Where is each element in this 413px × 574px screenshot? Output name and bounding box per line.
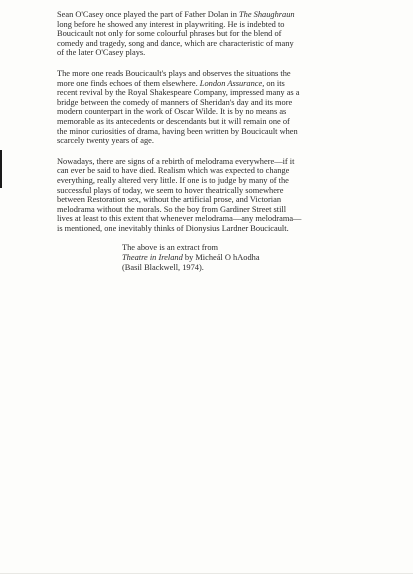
text-line	[57, 10, 387, 20]
text-line	[57, 224, 387, 234]
text-line	[57, 48, 387, 58]
text-line	[57, 39, 387, 49]
text-run: more one finds echoes of them elsewhere.	[57, 78, 200, 88]
text-line	[57, 166, 387, 176]
text-line	[122, 243, 387, 253]
text-run: bridge between the comedy of manners of Sheridan's day and its more	[57, 97, 293, 107]
text-line	[122, 263, 387, 273]
document-page	[57, 10, 387, 272]
text-run: modern counterpart in the work of Oscar Wilde. It is by no means as	[57, 107, 287, 117]
text-run: everything, really altered very little. If one is to judge by many of the	[57, 175, 289, 185]
text-line	[57, 214, 387, 224]
text-run: long before he showed any interest in playwriting. He is indebted to	[57, 19, 285, 29]
text-run: memorable as its antecedents or descendants but it will remain one of	[57, 116, 290, 126]
body-text	[57, 10, 387, 233]
text-line	[57, 127, 387, 137]
text-run: of the later O'Casey plays.	[57, 48, 146, 58]
paragraph	[57, 10, 387, 58]
text-line	[57, 107, 387, 117]
text-run: comedy and tragedy, song and dance, which are characteristic of many	[57, 38, 294, 48]
text-line	[122, 253, 387, 263]
text-line	[57, 117, 387, 127]
text-run: melodrama without the morals. So the boy from Gardiner Street still	[57, 204, 287, 214]
text-run: can ever be said to have died. Realism which was expected to change	[57, 166, 290, 176]
text-line	[57, 136, 387, 146]
text-run: the minor curiosities of drama, having been written by Boucicault when	[57, 126, 298, 136]
text-line	[57, 186, 387, 196]
text-run: Boucicault not only for some colourful phrases but for the blend of	[57, 29, 282, 39]
text-line	[57, 98, 387, 108]
text-line	[57, 176, 387, 186]
text-run: The more one reads Boucicault's plays and observes the situations the	[57, 68, 291, 78]
text-line	[57, 20, 387, 30]
text-line	[57, 205, 387, 215]
text-line	[57, 79, 387, 89]
text-run: recent revival by the Royal Shakespeare Company, impressed many as a	[57, 88, 300, 98]
text-line	[57, 195, 387, 205]
italic-title: London Assurance,	[199, 78, 265, 88]
text-run: The above is an extract from	[122, 243, 219, 253]
paragraph	[57, 157, 387, 234]
text-run: (Basil Blackwell, 1974).	[122, 262, 204, 272]
text-run: by Micheál O hAodha	[182, 253, 260, 263]
italic-title: Theatre in Ireland	[122, 253, 183, 263]
text-line	[57, 29, 387, 39]
text-line	[57, 69, 387, 79]
text-run: scarcely twenty years of age.	[57, 136, 154, 146]
text-line	[57, 88, 387, 98]
text-run: is mentioned, one inevitably thinks of Dionysius Lardner Boucicault.	[57, 223, 289, 233]
italic-title: The Shaughraun	[238, 10, 295, 19]
text-run: on its	[264, 78, 285, 88]
text-run: lives at least to this extent that whenever melodrama—any melodrama—	[57, 214, 302, 224]
text-run: successful plays of today, we seem to hover theatrically somewhere	[57, 185, 284, 195]
text-run: between Restoration sex, without the artificial prose, and Victorian	[57, 195, 282, 205]
source-credit	[122, 243, 387, 272]
page-edge-mark	[0, 150, 2, 188]
paragraph	[57, 69, 387, 146]
text-line	[57, 157, 387, 167]
text-run: Sean O'Casey once played the part of Father Dolan in	[57, 10, 239, 19]
text-run: Nowadays, there are signs of a rebirth of melodrama everywhere—if it	[57, 156, 295, 166]
